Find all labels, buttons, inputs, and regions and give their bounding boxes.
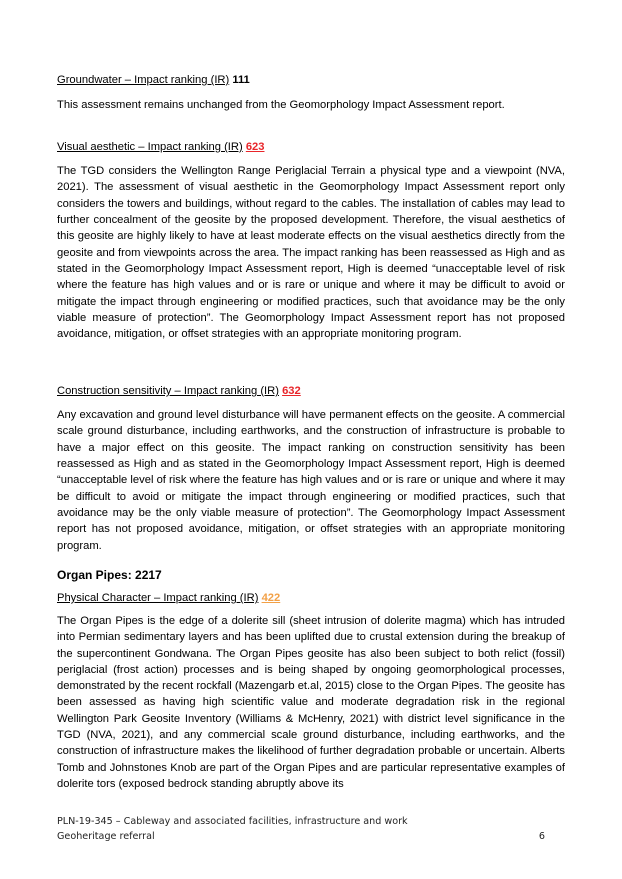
physical-character-heading-label: Physical Character – Impact ranking (IR) xyxy=(57,592,259,604)
footer-line-2: Geoheritage referral xyxy=(57,831,155,842)
groundwater-heading xyxy=(57,73,565,87)
visual-aesthetic-paragraph: The TGD considers the Wellington Range Periglacial Terrain a physical type and a viewpoint (NVA, 2021). The assessment of visual aesthetic in the Geomorphology Impact Assessment report only considers the towers and buildings, without regard to the cables. The installation of cables may lead to further concealment of the geosite by the proposed development. Therefore, the visual aesthetics of this geosite are highly likely to have at least moderate effects on the visual aesthetics directly from the geosite and from viewpoints across the area. The impact ranking has been reassessed as High and as stated in the Geomorphology Impact Assessment report, High is deemed “unacceptable level of risk where the feature has high values and or is rare or unique and where it may be difficult to avoid or mitigate the impact through engineering or modified practices, such that avoidance may be the only viable measure of protection”. The Geomorphology Impact Assessment report has not proposed avoidance, mitigation, or offset strategies with an appropriate monitoring program. xyxy=(57,165,565,341)
footer-line-1: PLN-19-345 – Cableway and associated facilities, infrastructure and work xyxy=(57,816,408,827)
page-footer xyxy=(57,814,545,844)
construction-sensitivity-heading xyxy=(57,384,565,398)
physical-character-heading xyxy=(57,591,565,605)
construction-sensitivity-paragraph: Any excavation and ground level disturbance will have permanent effects on the geosite. A commercial scale ground disturbance, including earthworks, and the construction of infrastructure is probable to have a major effect on this geosite. The impact ranking on construction sensitivity has been reassessed as High and as stated in the Geomorphology Impact Assessment report, High is deemed “unacceptable level of risk where the feature has high values and or is rare or unique and where it may be difficult to avoid or mitigate the impact through engineering or modified practices, such that avoidance may be the only viable measure of protection”. The Geomorphology Impact Assessment report has not proposed avoidance, mitigation, or offset strategies with an appropriate monitoring program. xyxy=(57,409,565,552)
construction-sensitivity-impact-ranking: 632 xyxy=(282,385,301,397)
construction-sensitivity-heading-label: Construction sensitivity – Impact ranking (IR) xyxy=(57,385,279,397)
organ-pipes-title: Organ Pipes: 2217 xyxy=(57,568,162,582)
physical-character-paragraph: The Organ Pipes is the edge of a dolerite sill (sheet intrusion of dolerite magma) which has intruded into Permian sedimentary layers and has been uplifted due to crustal extension during the breakup of the supercontinent Gondwana. The Organ Pipes geosite has also been subject to both relict (fossil) periglacial (frost action) processes and is being shaped by ongoing geomorphological processes, demonstrated by the recent rockfall (Mazengarb et.al, 2015) close to the Organ Pipes. The geosite has been assessed as having high scientific value and moderate degradation risk in the regional Wellington Park Geosite Inventory (Williams & McHenry, 2021) with district level significance in the TGD (NVA, 2021), and any commercial scale ground disturbance, including earthworks, and the construction of infrastructure makes the likelihood of further degradation probable or uncertain. Alberts Tomb and Johnstones Knob are part of the Organ Pipes and are particular representative examples of dolerite tors (exposed bedrock standing abruptly above its xyxy=(57,615,565,790)
groundwater-paragraph: This assessment remains unchanged from the Geomorphology Impact Assessment report. xyxy=(57,99,505,111)
groundwater-heading-label: Groundwater – Impact ranking (IR) xyxy=(57,74,230,86)
groundwater-impact-ranking: 111 xyxy=(232,74,250,86)
visual-aesthetic-heading xyxy=(57,140,565,154)
page-number: 6 xyxy=(538,831,545,842)
visual-aesthetic-heading-label: Visual aesthetic – Impact ranking (IR) xyxy=(57,141,243,153)
visual-aesthetic-impact-ranking: 623 xyxy=(245,141,265,153)
physical-character-impact-ranking: 422 xyxy=(261,592,281,604)
